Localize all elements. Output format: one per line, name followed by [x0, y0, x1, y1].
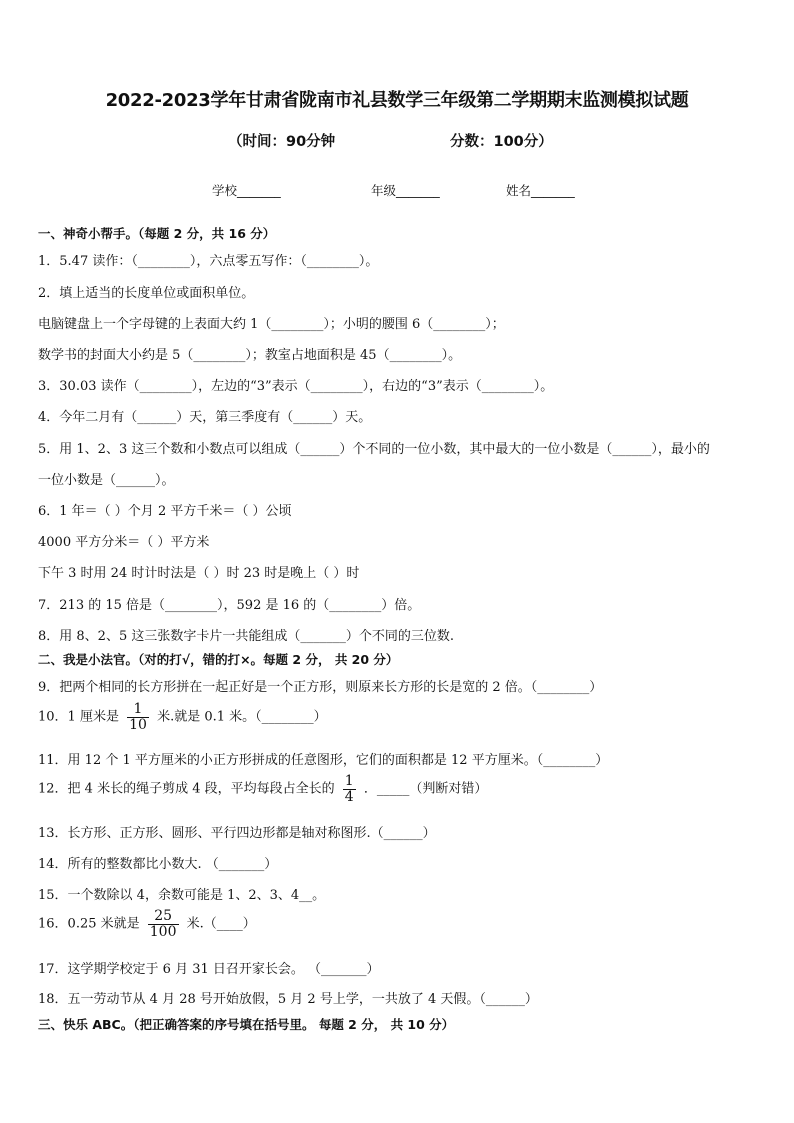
fraction-numerator: 25: [148, 909, 179, 925]
question-5: 5．用 1、2、3 这三个数和小数点可以组成（______）个不同的一位小数，其中最大的一位小数是（______），最小的: [38, 442, 710, 457]
fraction-denominator: 10: [129, 716, 147, 733]
q12-text-after: ．_____（判断对错）: [363, 781, 488, 797]
question-2: 2．填上适当的长度单位或面积单位。: [38, 286, 255, 301]
exam-meta: [228, 130, 553, 151]
fraction: [343, 774, 356, 804]
question-13: 13．长方形、正方形、圆形、平行四边形都是轴对称图形.（______）: [38, 826, 436, 841]
question-6: 6．1 年＝（ ）个月 2 平方千米＝（ ）公顷: [38, 504, 292, 519]
q10-text-before: 10．1 厘米是: [38, 709, 119, 725]
question-11: 11．用 12 个 1 平方厘米的小正方形拼成的任意图形，它们的面积都是 12 平方厘米。（________）: [38, 753, 609, 768]
question-6-line-2: 4000 平方分米＝（ ）平方米: [38, 535, 210, 550]
question-16: [38, 909, 256, 939]
page-title: 2022-2023学年甘肃省陇南市礼县数学三年级第二学期期末监测模拟试题: [105, 90, 689, 111]
q12-text-before: 12．把 4 米长的绳子剪成 4 段，平均每段占全长的: [38, 781, 335, 797]
grade-field: 年级_______: [371, 183, 440, 198]
school-field: 学校_______: [212, 183, 281, 198]
question-10: [38, 702, 327, 732]
fraction-numerator: 1: [127, 702, 149, 718]
exam-score: 分数：100分）: [450, 134, 553, 150]
fraction: [127, 702, 149, 732]
question-6-line-3: 下午 3 时用 24 时计时法是（ ）时 23 时是晚上（ ）时: [38, 566, 360, 581]
question-1: 1．5.47 读作：（________），六点零五写作：（________）。: [38, 254, 379, 269]
section-2-heading: 二、我是小法官。（对的打√，错的打×。每题 2 分， 共 20 分）: [38, 652, 399, 667]
question-14: 14．所有的整数都比小数大. （_______）: [38, 857, 278, 872]
fraction-denominator: 4: [344, 788, 354, 805]
question-15: 15．一个数除以 4，余数可能是 1、2、3、4__。: [38, 888, 326, 903]
q10-text-after: 米.就是 0.1 米。（________）: [157, 709, 327, 725]
exam-time: （时间：90分钟: [228, 134, 336, 150]
question-17: 17．这学期学校定于 6 月 31 日召开家长会。 （_______）: [38, 962, 380, 977]
question-18: 18．五一劳动节从 4 月 28 号开始放假，5 月 2 号上学，一共放了 4 天假。（______）: [38, 992, 538, 1007]
q16-text-after: 米.（____）: [186, 916, 256, 932]
question-2-line-1: 电脑键盘上一个字母键的上表面大约 1（________）；小明的腰围 6（________）；: [38, 317, 505, 332]
question-3: 3．30.03 读作（________），左边的“3”表示（________），右边的“3”表示（________）。: [38, 379, 554, 394]
question-8: 8．用 8、2、5 这三张数字卡片一共能组成（_______）个不同的三位数.: [38, 629, 454, 644]
fraction: [148, 909, 179, 939]
section-3-heading: 三、快乐 ABC。（把正确答案的序号填在括号里。 每题 2 分， 共 10 分）: [38, 1017, 455, 1032]
question-9: 9．把两个相同的长方形拼在一起正好是一个正方形，则原来长方形的长是宽的 2 倍。（________）: [38, 680, 603, 695]
fraction-denominator: 100: [149, 923, 177, 940]
question-4: 4．今年二月有（______）天，第三季度有（______）天。: [38, 410, 372, 425]
q16-text-before: 16．0.25 米就是: [38, 916, 140, 932]
section-1-heading: 一、神奇小帮手。（每题 2 分，共 16 分）: [38, 226, 276, 241]
fraction-numerator: 1: [344, 773, 354, 789]
question-5-cont: 一位小数是（______）。: [38, 473, 175, 488]
question-12: [38, 774, 487, 804]
question-7: 7．213 的 15 倍是（________），592 是 16 的（________）倍。: [38, 598, 421, 613]
question-2-line-2: 数学书的封面大小约是 5（________）；教室占地面积是 45（________）。: [38, 348, 462, 363]
name-field: 姓名_______: [506, 183, 575, 198]
